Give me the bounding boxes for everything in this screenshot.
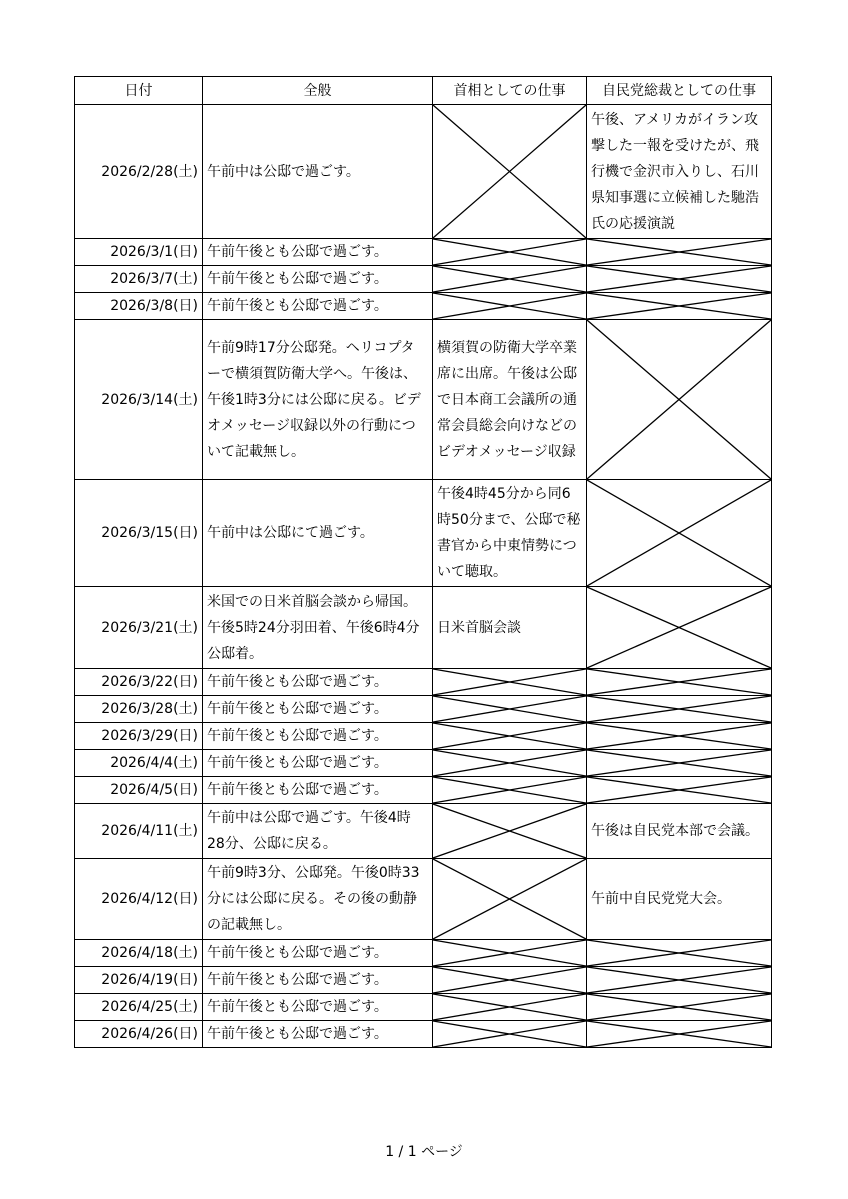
general-cell: 午前中は公邸にて過ごす。: [203, 480, 433, 587]
not-applicable-cross: [587, 750, 771, 776]
pm-work-cell-empty: [433, 804, 587, 859]
pm-work-cell-empty: [433, 105, 587, 239]
table-row: [75, 696, 772, 723]
date-cell: 2026/4/12(日): [75, 859, 203, 940]
president-work-cell-empty: [587, 669, 772, 696]
president-work-cell-empty: [587, 696, 772, 723]
pm-work-cell: 日米首脳会談: [433, 587, 587, 669]
date-cell: 2026/3/15(日): [75, 480, 203, 587]
president-work-cell-empty: [587, 777, 772, 804]
table-row: [75, 293, 772, 320]
not-applicable-cross: [587, 293, 771, 319]
not-applicable-cross: [433, 750, 586, 776]
not-applicable-cross: [587, 587, 771, 668]
date-cell: 2026/4/26(日): [75, 1021, 203, 1048]
date-cell: 2026/3/28(土): [75, 696, 203, 723]
pm-work-cell-empty: [433, 967, 587, 994]
general-cell: 午前午後とも公邸で過ごす。: [203, 777, 433, 804]
table-row: [75, 480, 772, 587]
table-row: [75, 859, 772, 940]
date-cell: 2026/3/21(土): [75, 587, 203, 669]
date-cell: 2026/4/25(土): [75, 994, 203, 1021]
not-applicable-cross: [433, 804, 586, 858]
general-cell: 米国での日米首脳会談から帰国。午後5時24分羽田着、午後6時4分公邸着。: [203, 587, 433, 669]
not-applicable-cross: [587, 266, 771, 292]
president-work-cell-empty: [587, 1021, 772, 1048]
president-work-cell-empty: [587, 239, 772, 266]
pm-work-cell-empty: [433, 859, 587, 940]
not-applicable-cross: [587, 994, 771, 1020]
table-row: [75, 105, 772, 239]
table-row: [75, 587, 772, 669]
not-applicable-cross: [587, 239, 771, 265]
pm-work-cell-empty: [433, 750, 587, 777]
pm-work-cell-empty: [433, 723, 587, 750]
president-work-cell: 午後、アメリカがイラン攻撃した一報を受けたが、飛行機で金沢市入りし、石川県知事選に立候補した馳浩氏の応援演説: [587, 105, 772, 239]
not-applicable-cross: [587, 1021, 771, 1047]
general-cell: 午前午後とも公邸で過ごす。: [203, 723, 433, 750]
date-cell: 2026/4/11(土): [75, 804, 203, 859]
header-row: [75, 77, 772, 105]
not-applicable-cross: [587, 669, 771, 695]
date-cell: 2026/4/5(日): [75, 777, 203, 804]
pm-work-cell-empty: [433, 994, 587, 1021]
general-cell: 午前午後とも公邸で過ごす。: [203, 239, 433, 266]
date-cell: 2026/3/14(土): [75, 320, 203, 480]
president-work-cell-empty: [587, 480, 772, 587]
date-cell: 2026/3/8(日): [75, 293, 203, 320]
not-applicable-cross: [587, 320, 771, 479]
pm-work-cell-empty: [433, 1021, 587, 1048]
header-pm-work: 首相としての仕事: [433, 77, 587, 105]
general-cell: 午前午後とも公邸で過ごす。: [203, 750, 433, 777]
not-applicable-cross: [433, 696, 586, 722]
table-row: [75, 750, 772, 777]
president-work-cell-empty: [587, 750, 772, 777]
date-cell: 2026/3/22(日): [75, 669, 203, 696]
not-applicable-cross: [587, 777, 771, 803]
date-cell: 2026/3/7(土): [75, 266, 203, 293]
president-work-cell-empty: [587, 940, 772, 967]
not-applicable-cross: [587, 480, 771, 586]
not-applicable-cross: [587, 967, 771, 993]
general-cell: 午前午後とも公邸で過ごす。: [203, 1021, 433, 1048]
general-cell: 午前午後とも公邸で過ごす。: [203, 967, 433, 994]
general-cell: 午前午後とも公邸で過ごす。: [203, 696, 433, 723]
pm-work-cell-empty: [433, 293, 587, 320]
president-work-cell: 午前中自民党党大会。: [587, 859, 772, 940]
pm-work-cell-empty: [433, 777, 587, 804]
table-row: [75, 967, 772, 994]
table-row: [75, 940, 772, 967]
not-applicable-cross: [433, 1021, 586, 1047]
pm-work-cell-empty: [433, 696, 587, 723]
pm-work-cell: 午後4時45分から同6時50分まで、公邸で秘書官から中東情勢について聴取。: [433, 480, 587, 587]
table-row: [75, 723, 772, 750]
general-cell: 午前午後とも公邸で過ごす。: [203, 293, 433, 320]
not-applicable-cross: [433, 723, 586, 749]
not-applicable-cross: [587, 696, 771, 722]
date-cell: 2026/4/18(土): [75, 940, 203, 967]
president-work-cell-empty: [587, 994, 772, 1021]
not-applicable-cross: [433, 239, 586, 265]
table-row: [75, 994, 772, 1021]
president-work-cell-empty: [587, 723, 772, 750]
table-row: [75, 804, 772, 859]
date-cell: 2026/2/28(土): [75, 105, 203, 239]
table-row: [75, 777, 772, 804]
not-applicable-cross: [433, 293, 586, 319]
general-cell: 午前中は公邸で過ごす。午後4時28分、公邸に戻る。: [203, 804, 433, 859]
date-cell: 2026/3/1(日): [75, 239, 203, 266]
pm-work-cell-empty: [433, 940, 587, 967]
president-work-cell-empty: [587, 293, 772, 320]
not-applicable-cross: [433, 994, 586, 1020]
table-row: [75, 669, 772, 696]
date-cell: 2026/4/19(日): [75, 967, 203, 994]
schedule-table: [74, 76, 772, 1048]
general-cell: 午前9時3分、公邸発。午後0時33分には公邸に戻る。その後の動静の記載無し。: [203, 859, 433, 940]
pm-work-cell-empty: [433, 239, 587, 266]
pm-work-cell-empty: [433, 669, 587, 696]
president-work-cell-empty: [587, 320, 772, 480]
not-applicable-cross: [433, 105, 586, 238]
date-cell: 2026/4/4(土): [75, 750, 203, 777]
not-applicable-cross: [433, 266, 586, 292]
not-applicable-cross: [433, 669, 586, 695]
not-applicable-cross: [587, 723, 771, 749]
not-applicable-cross: [433, 940, 586, 966]
general-cell: 午前9時17分公邸発。ヘリコプターで横須賀防衛大学へ。午後は、午後1時3分には公邸に戻る。ビデオメッセージ収録以外の行動について記載無し。: [203, 320, 433, 480]
general-cell: 午前午後とも公邸で過ごす。: [203, 940, 433, 967]
general-cell: 午前午後とも公邸で過ごす。: [203, 266, 433, 293]
not-applicable-cross: [433, 777, 586, 803]
table-row: [75, 239, 772, 266]
header-general: 全般: [203, 77, 433, 105]
pm-work-cell: 横須賀の防衛大学卒業席に出席。午後は公邸で日本商工会議所の通常会員総会向けなどのビデオメッセージ収録: [433, 320, 587, 480]
table-row: [75, 320, 772, 480]
table-row: [75, 266, 772, 293]
president-work-cell-empty: [587, 266, 772, 293]
not-applicable-cross: [587, 940, 771, 966]
general-cell: 午前午後とも公邸で過ごす。: [203, 669, 433, 696]
date-cell: 2026/3/29(日): [75, 723, 203, 750]
header-date: 日付: [75, 77, 203, 105]
general-cell: 午前中は公邸で過ごす。: [203, 105, 433, 239]
general-cell: 午前午後とも公邸で過ごす。: [203, 994, 433, 1021]
page-footer: 1 / 1 ページ: [385, 1144, 463, 1160]
president-work-cell-empty: [587, 587, 772, 669]
table-row: [75, 1021, 772, 1048]
president-work-cell: 午後は自民党本部で会議。: [587, 804, 772, 859]
pm-work-cell-empty: [433, 266, 587, 293]
president-work-cell-empty: [587, 967, 772, 994]
not-applicable-cross: [433, 967, 586, 993]
header-president-work: 自民党総裁としての仕事: [587, 77, 772, 105]
not-applicable-cross: [433, 859, 586, 939]
